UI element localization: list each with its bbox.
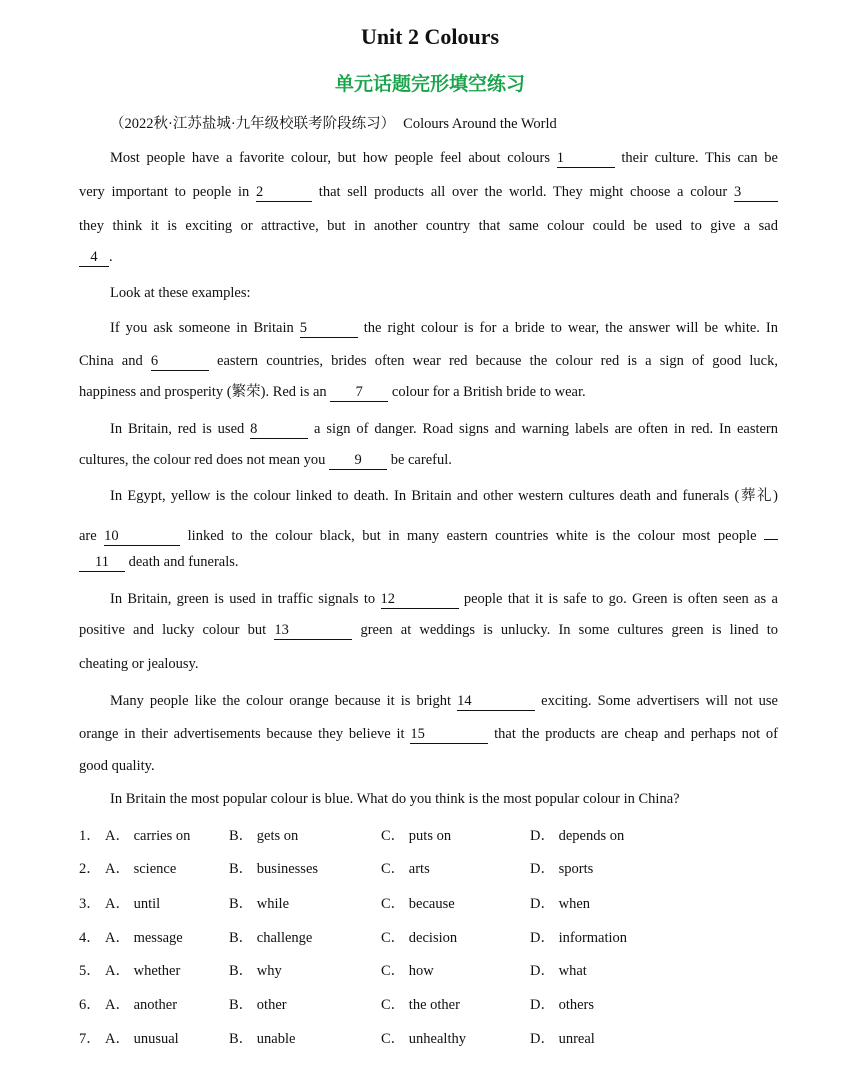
answer-blank[interactable]: 4	[79, 249, 109, 267]
answer-option[interactable]: C． how	[381, 963, 434, 979]
answer-option[interactable]: D． information	[530, 930, 628, 946]
answer-option[interactable]: C． unhealthy	[381, 1031, 466, 1047]
question-number: 3．	[79, 896, 101, 912]
passage-text: cultures, the colour red does not mean you	[79, 452, 330, 468]
answer-blank[interactable]: 3	[734, 184, 778, 202]
paragraph-line	[110, 419, 778, 439]
passage-text: people that it is safe to go. Green is often seen as a	[458, 591, 778, 607]
answer-option[interactable]: B． challenge	[229, 930, 313, 946]
answer-option[interactable]: C． because	[381, 896, 455, 912]
source-line	[110, 112, 557, 133]
answer-option[interactable]: B． gets on	[229, 828, 299, 844]
answer-option[interactable]: B． while	[229, 896, 290, 912]
passage-text: If you ask someone in Britain	[110, 320, 300, 336]
question-number: 4．	[79, 930, 101, 946]
passage-text: they think it is exciting or attractive, but in another country that same colour could be used to give a sad	[79, 218, 778, 234]
answer-blank[interactable]: 9	[329, 452, 387, 470]
answer-option[interactable]: D． depends on	[530, 828, 625, 844]
answer-option[interactable]: B． unable	[229, 1031, 296, 1047]
question-row	[79, 926, 779, 946]
answer-option[interactable]: A． unusual	[105, 1031, 179, 1047]
paragraph-line	[79, 382, 778, 402]
paragraph-line	[79, 620, 778, 640]
answer-option[interactable]: B． businesses	[229, 861, 319, 877]
question-number: 5．	[79, 963, 101, 979]
question-number: 7．	[79, 1031, 101, 1047]
answer-option[interactable]: D． unreal	[530, 1031, 595, 1047]
passage-text: that the products are cheap and perhaps not of	[488, 726, 778, 742]
passage-text: their culture. This can be	[614, 150, 778, 166]
passage-text: exciting. Some advertisers will not use	[535, 693, 778, 709]
answer-option[interactable]: C． puts on	[381, 828, 452, 844]
paragraph-line	[110, 486, 778, 506]
answer-blank[interactable]: 7	[330, 384, 388, 402]
passage-text: be careful.	[387, 452, 452, 468]
paragraph-line	[110, 148, 778, 168]
answer-blank[interactable]: 1	[557, 150, 615, 168]
passage-text: colour for a British bride to wear.	[388, 384, 586, 400]
passage-text: In Britain, green is used in traffic signals to	[110, 591, 381, 607]
answer-option[interactable]: D． when	[530, 896, 591, 912]
answer-blank[interactable]: 10	[104, 528, 180, 546]
answer-option[interactable]: D． others	[530, 997, 595, 1013]
question-row	[79, 824, 779, 844]
paragraph-line	[79, 552, 778, 572]
passage-text: that sell products all over the world. They might choose a colour	[312, 184, 734, 200]
paragraph-line	[79, 351, 778, 371]
question-number: 2．	[79, 861, 101, 877]
answer-blank[interactable]: 13	[274, 622, 352, 640]
passage-text: In Britain the most popular colour is blue. What do you think is the most popular colour in China?	[110, 791, 680, 807]
answer-blank[interactable]: 6	[151, 353, 209, 371]
passage-text: cheating or jealousy.	[79, 656, 199, 672]
passage-text: the right colour is for a bride to wear, the answer will be white. In	[357, 320, 778, 336]
answer-option[interactable]: A． science	[105, 861, 177, 877]
passage-text: a sign of danger. Road signs and warning labels are often in red. In eastern	[308, 421, 779, 437]
passage-text: orange in their advertisements because they believe it	[79, 726, 411, 742]
paragraph-line	[110, 589, 778, 609]
paragraph-line	[79, 450, 778, 470]
question-row	[79, 1027, 779, 1047]
paragraph-line	[79, 247, 778, 267]
passage-text: very important to people in	[79, 184, 257, 200]
paragraph-line	[79, 522, 778, 542]
answer-option[interactable]: C． decision	[381, 930, 458, 946]
answer-blank[interactable]: 14	[457, 693, 535, 711]
passage-text: Many people like the colour orange because it is bright	[110, 693, 458, 709]
answer-option[interactable]: A． until	[105, 896, 161, 912]
passage-text: positive and lucky colour but	[79, 622, 275, 638]
page-subtitle: 单元话题完形填空练习	[334, 73, 525, 95]
question-number: 6．	[79, 997, 101, 1013]
paragraph-line	[110, 691, 778, 711]
answer-option[interactable]: A． carries on	[105, 828, 191, 844]
paragraph-line	[79, 182, 778, 202]
paragraph-line	[79, 654, 778, 674]
answer-option[interactable]: B． why	[229, 963, 282, 979]
answer-option[interactable]: A． whether	[105, 963, 181, 979]
page-title: Unit 2 Colours	[360, 24, 500, 49]
question-number: 1．	[79, 828, 101, 844]
answer-blank[interactable]: 15	[410, 726, 488, 744]
passage-text: Most people have a favorite colour, but how people feel about colours	[110, 150, 557, 166]
passage-text: death and funerals.	[125, 554, 239, 570]
passage-text: Look at these examples:	[110, 285, 251, 301]
passage-title: Colours Around the World	[403, 116, 557, 132]
answer-option[interactable]: D． what	[530, 963, 587, 979]
answer-option[interactable]: B． other	[229, 997, 287, 1013]
answer-option[interactable]: A． message	[105, 930, 183, 946]
answer-option[interactable]: D． sports	[530, 861, 594, 877]
answer-blank[interactable]	[764, 522, 778, 540]
answer-blank[interactable]: 8	[250, 421, 308, 439]
passage-text: .	[109, 249, 113, 265]
passage-text: green at weddings is unlucky. In some cultures green is lined to	[352, 622, 779, 638]
passage-text: China and	[79, 353, 151, 369]
answer-blank[interactable]: 11	[79, 554, 125, 572]
passage-text: happiness and prosperity (繁荣). Red is an	[79, 384, 331, 400]
paragraph-line	[110, 789, 778, 809]
passage-text: In Britain, red is used	[110, 421, 251, 437]
source-origin: （2022秋·江苏盐城·九年级校联考阶段练习）	[110, 116, 396, 132]
answer-option[interactable]: C． the other	[381, 997, 460, 1013]
question-row	[79, 959, 779, 979]
passage-text: eastern countries, brides often wear red because the colour red is a sign of good luck,	[208, 353, 778, 369]
answer-blank[interactable]: 2	[256, 184, 312, 202]
paragraph-line	[79, 216, 778, 236]
question-row	[79, 892, 779, 912]
answer-option[interactable]: A． another	[105, 997, 178, 1013]
answer-blank[interactable]: 12	[381, 591, 459, 609]
question-row	[79, 993, 779, 1013]
passage-text: good quality.	[79, 758, 155, 774]
passage-text: linked to the colour black, but in many eastern countries white is the colour most people	[180, 528, 765, 544]
paragraph-line	[110, 283, 778, 303]
paragraph-line	[110, 318, 778, 338]
paragraph-line	[79, 756, 778, 776]
question-row	[79, 857, 779, 877]
passage-text: In Egypt, yellow is the colour linked to death. In Britain and other western cultures death and funerals (葬礼)	[110, 488, 778, 504]
answer-option[interactable]: C． arts	[381, 861, 430, 877]
paragraph-line	[79, 724, 778, 744]
answer-blank[interactable]: 5	[300, 320, 358, 338]
passage-text: are	[79, 528, 105, 544]
